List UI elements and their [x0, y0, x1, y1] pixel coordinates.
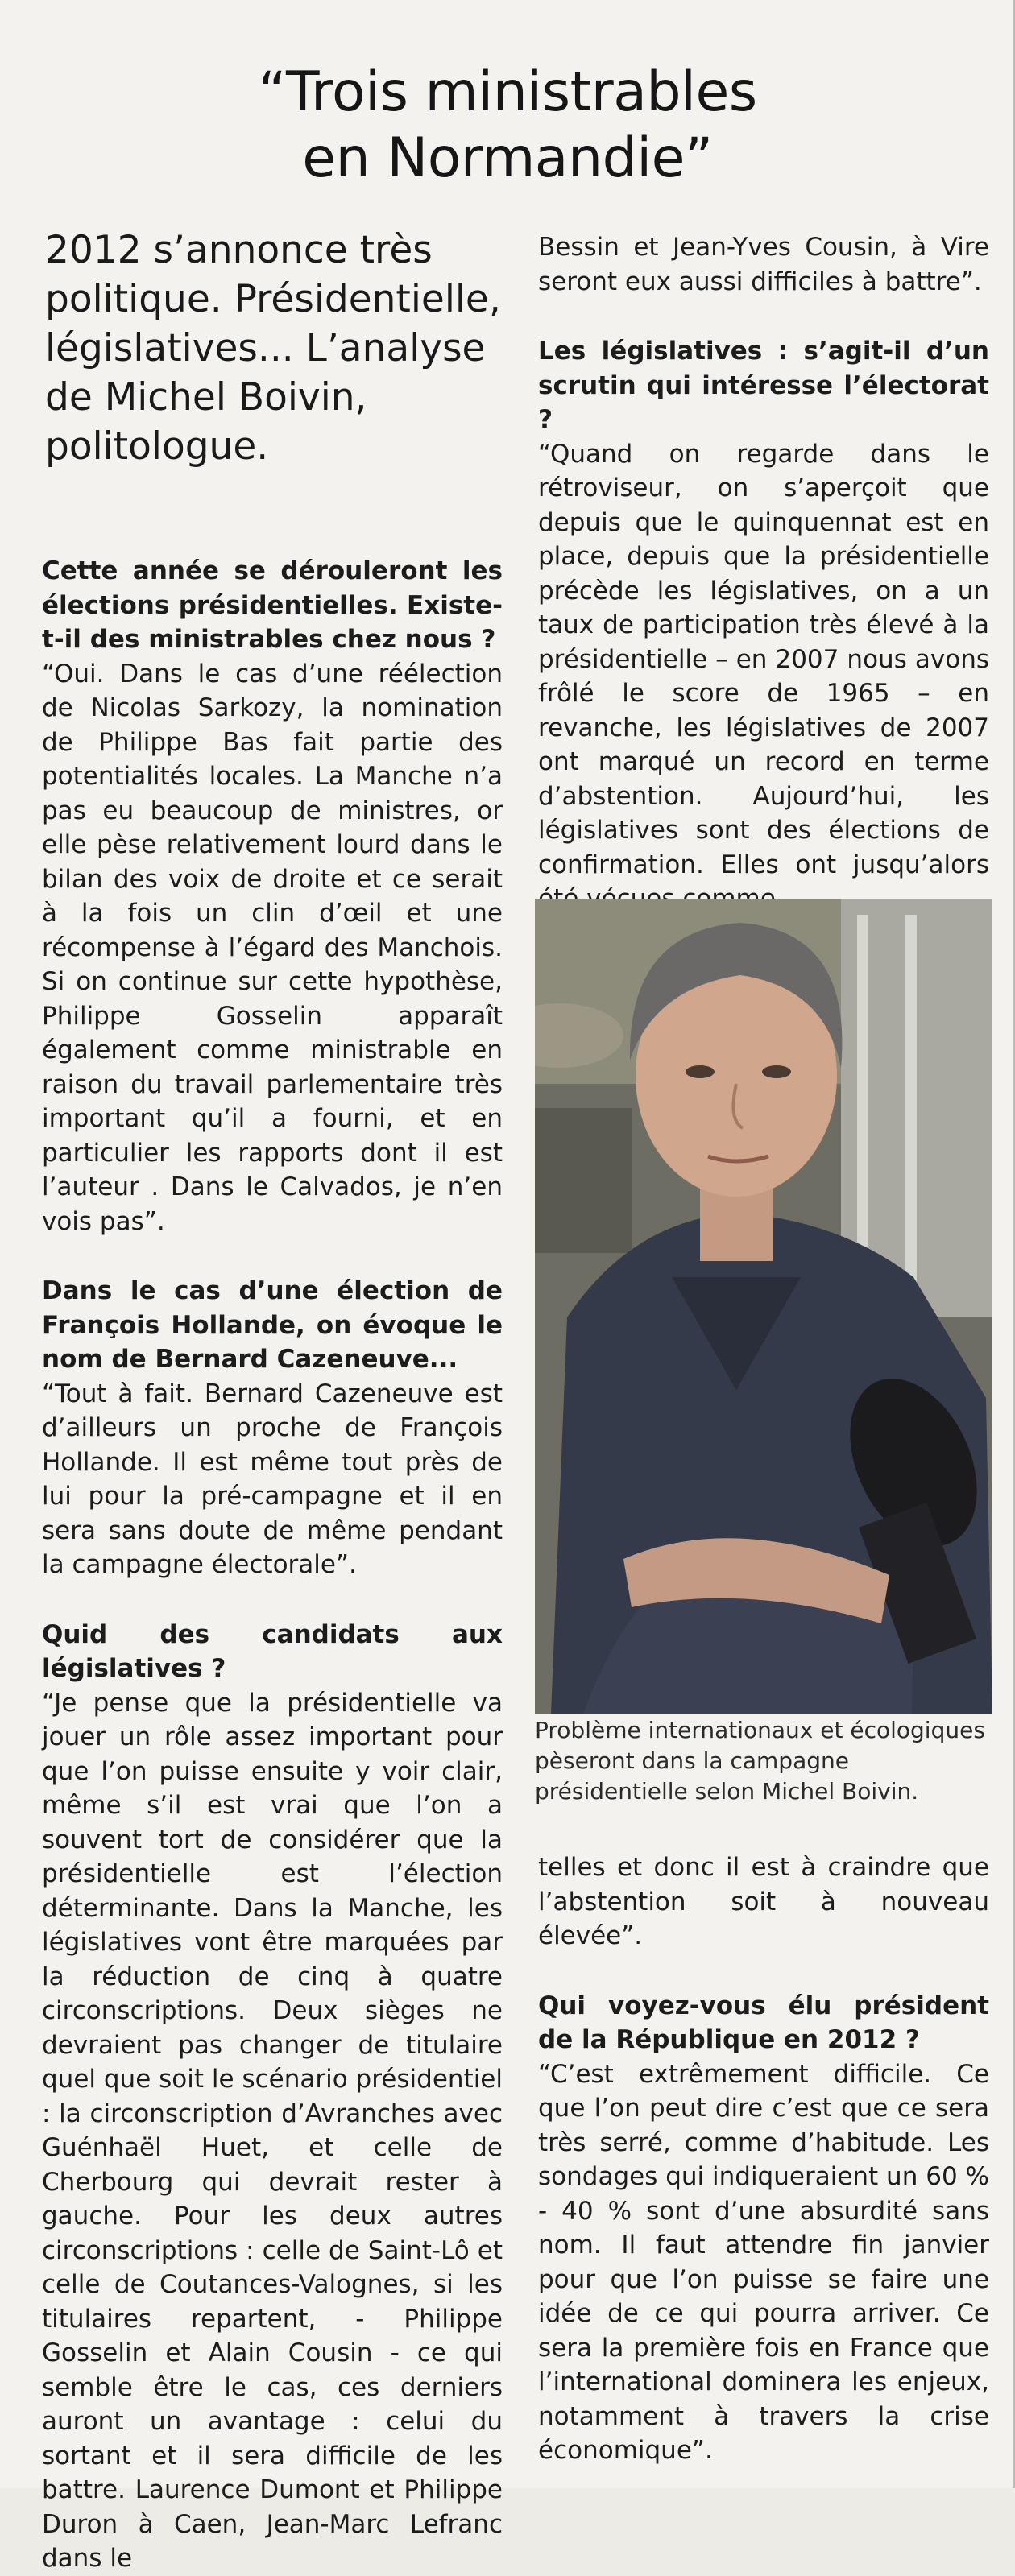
right-column-bottom: [538, 1850, 989, 2468]
portrait-photo: [535, 899, 992, 1714]
portrait-illustration: [535, 899, 992, 1714]
answer-continuation: Bessin et Jean-Yves Cousin, à Vire seront eux aussi difficiles à battre”.: [538, 233, 989, 296]
interview-answer-2: “Tout à fait. Bernard Cazeneuve est d’ailleurs un proche de François Hollande. Il est même tout près de lui pour la pré-campagne et il en sera sans doute de même pendant la campagne électorale”.: [42, 1379, 503, 1579]
paragraph-spacer: [538, 1954, 989, 1989]
interview-question-5: Qui voyez-vous élu président de la République en 2012 ?: [538, 1991, 989, 2054]
paragraph-spacer: [42, 1582, 503, 1618]
interview-question-3: Quid des candidats aux législatives ?: [42, 1619, 503, 1683]
interview-answer-3: “Je pense que la présidentielle va jouer un rôle assez important pour que l’on puisse ensuite y voir clair, même s’il est vrai que l’on a souvent tort de considérer que la présidentielle est l’élection déterminante. Dans la Manche, les législatives vont être marquées par la réduction de cinq à quatre circonscriptions. Deux sièges ne devraient pas changer de titulaire quel que soit le scénario présidentiel : la circonscription d’Avranches avec Guénhaël Huet, et celle de Cherbourg qui devrait rester à gauche. Pour les deux autres circonscriptions : celle de Saint-Lô et celle de Coutances-Valognes, si les titulaires repartent, - Philippe Gosselin et Alain Cousin - ce qui semble être le cas, ces derniers auront un avantage : celui du sortant et il sera difficile de les battre. Laurence Dumont et Philippe Duron à Caen, Jean-Marc Lefranc dans le: [42, 1688, 503, 2573]
interview-question-1: Cette année se dérouleront les élections présidentielles. Existe-t-il des ministrables chez nous ?: [42, 556, 503, 654]
headline-line-2: en Normandie”: [302, 126, 713, 190]
right-column-top: [538, 230, 989, 916]
interview-answer-4: “Quand on regarde dans le rétroviseur, on s’aperçoit que depuis que le quinquennat est en place, depuis que la présidentielle précède les législatives, on a un taux de participation très élevé à la présidentielle – en 2007 nous avons frôlé le score de 1965 – en revanche, les législatives de 2007 ont marqué un record en terme d’abstention. Aujourd’hui, les législatives sont des élections de confirmation. Elles ont jusqu’alors: [538, 439, 989, 879]
left-column: [42, 554, 503, 2576]
interview-answer-1: “Oui. Dans le cas d’une réélection de Nicolas Sarkozy, la nomination de Philippe Bas fait partie des potentialités locales. La Manche n’a pas eu beaucoup de ministres, or elle pèse relativement lourd dans le bilan des voix de droite et ce serait à la fois un clin d’œil et une récompense à l’égard des Manchois. Si on continue sur cette hypothèse, Philippe Gosselin apparaît également comme ministrable en raison du travail parlementaire très important qu’il a fourni, et en particulier les rapports dont il est l’auteur . Dans le Calvados, je n’en vois pas”.: [42, 659, 503, 1236]
interview-answer-5: “C’est extrêmement difficile. Ce que l’on peut dire c’est que ce sera très serré, comme d’habitude. Les sondages qui indiqueraient un 60 % - 40 % sont d’une absurdité sans nom. Il faut attendre fin janvier pour que l’on puisse se faire une idée de ce qui pourra arriver. Ce sera la première fois en France que l’international dominera les enjeux, notamment à travers la crise économique”.: [538, 2059, 989, 2465]
photo-caption: Problème internationaux et écologiques pèseront dans la campagne présidentielle selon Michel Boivin.: [535, 1717, 985, 1805]
article-headline: [16, 60, 999, 192]
answer-continuation: telles et donc il est à craindre que l’abstention soit à nouveau élevée”.: [538, 1853, 989, 1950]
interview-question-4: Les législatives : s’agit-il d’un scrutin qui intéresse l’électorat ?: [538, 337, 989, 434]
interview-question-2: Dans le cas d’une élection de François Hollande, on évoque le nom de Bernard Cazeneuve...: [42, 1276, 503, 1374]
paragraph-spacer: [42, 1238, 503, 1274]
article-standfirst: 2012 s’annonce très politique. Présidentielle, législatives... L’analyse de Michel Boivin, politologue.: [45, 228, 501, 469]
paragraph-spacer: [538, 299, 989, 334]
headline-line-1: “Trois ministrables: [258, 60, 757, 124]
